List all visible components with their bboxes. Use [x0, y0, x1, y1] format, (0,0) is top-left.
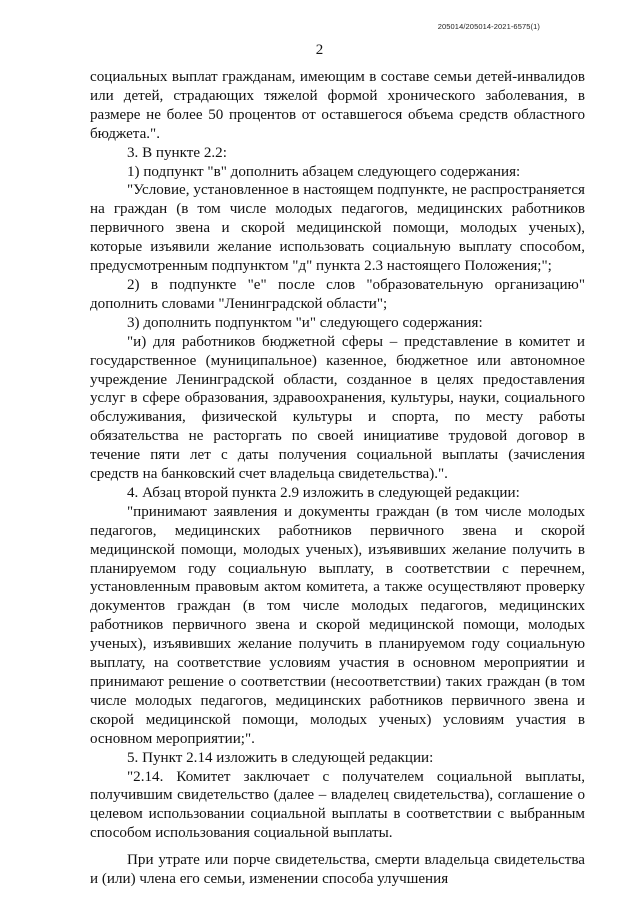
page-number: 2	[315, 42, 324, 58]
paragraph-subitem-2: 2) в подпункте "е" после слов "образовательную организацию" дополнить словами "Ленинградской области";	[90, 276, 585, 312]
paragraph-quote-accept: "принимают заявления и документы граждан (в том числе молодых педагогов, медицинских работников первичного звена и скорой медицинской помощи, молодых ученых), изъявивших желание получить в планируемом году социальную выплату, в соответствии с перечнем, установленным правовым актом комитета, а также осуществляют проверку документов граждан (в том числе молодых педагогов, медицинских работников первичного звена и скорой медицинской помощи, молодых ученых), изъявивших желание получить в планируемом году социальную выплату, на соответствие условиям участия в основном мероприятии и принимают решение о соответствии (несоответствии) таких граждан (в том числе молодых педагогов, медицинских работников первичного звена и скорой медицинской помощи, молодых ученых) условиям участия в основном мероприятии;".	[90, 503, 585, 747]
document-body	[90, 68, 585, 889]
paragraph-item-5: 5. Пункт 2.14 изложить в следующей редакции:	[127, 749, 434, 766]
paragraph-loss: При утрате или порче свидетельства, смерти владельца свидетельства и (или) члена его семьи, изменении способа улучшения	[90, 852, 585, 888]
paragraph-quote-i: "и) для работников бюджетной сферы – представление в комитет и государственное (муниципальное) казенное, бюджетное или автономное учреждение Ленинградской области, созданное в целях предоставления услуг в сфере образования, здравоохранения, культуры, науки, социального обслуживания, физической культуры и спорта, по месту работы обязательства не расторгать по своей инициативе трудовой договор в течение пяти лет с даты получения социальной выплаты (зачисления средств на банковский счет владельца свидетельства).".	[90, 333, 585, 483]
paragraph-item-3: 3. В пункте 2.2:	[127, 144, 227, 161]
paragraph-quote-condition: "Условие, установленное в настоящем подпункте, не распространяется на граждан (в том числе молодых педагогов, медицинских работников первичного звена и скорой медицинской помощи, молодых ученых), которые изъявили желание использовать социальную выплату способом, предусмотренным подпунктом "д" пункта 2.3 настоящего Положения;";	[90, 182, 585, 275]
paragraph-subitem-3: 3) дополнить подпунктом "и" следующего содержания:	[127, 314, 483, 331]
paragraph-quote-2-14: "2.14. Комитет заключает с получателем социальной выплаты, получившим свидетельство (далее – владелец свидетельства), соглашение о целевом использовании социальной выплаты в соответствии с выбранным способом использования социальной выплаты.	[90, 768, 585, 842]
paragraph-continuation: социальных выплат гражданам, имеющим в составе семьи детей-инвалидов или детей, страдающих тяжелой формой хронического заболевания, в размере не более 50 процентов от оставшегося объема средств областного бюджета.".	[90, 69, 585, 142]
paragraph-subitem-1: 1) подпункт "в" дополнить абзацем следующего содержания:	[127, 163, 521, 180]
paragraph-item-4: 4. Абзац второй пункта 2.9 изложить в следующей редакции:	[127, 484, 520, 501]
document-id: 205014/205014-2021-6575(1)	[437, 22, 540, 31]
